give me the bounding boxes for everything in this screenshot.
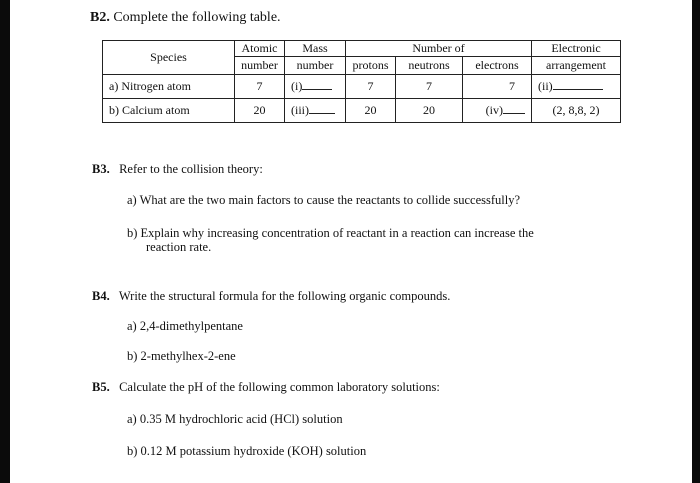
table-row [103,99,621,123]
electrons-label: (iv) [485,103,503,117]
b5-part-b: b) 0.12 M potassium hydroxide (KOH) solution [127,444,367,458]
answer-blank [503,113,525,114]
header-mass-1: Mass [285,41,346,57]
b5-part-a: a) 0.35 M hydrochloric acid (HCl) solution [127,412,343,426]
header-mass-2: number [285,57,346,75]
mass-label: (iii) [291,103,309,117]
b2-question [90,10,281,26]
neutrons-cell: 7 [396,75,463,99]
header-arrangement-1: Electronic [532,41,621,57]
worksheet-page [10,0,692,483]
header-arrangement-2: arrangement [532,57,621,75]
b2-text: Complete the following table. [113,10,281,25]
b3-part-a: a) What are the two main factors to cause the reactants to collide successfully? [127,193,521,207]
mass-cell [285,75,346,99]
electrons-cell: 7 [463,75,532,99]
electrons-cell [463,99,532,123]
table-header-row-1 [103,41,621,57]
protons-cell: 7 [346,75,396,99]
header-protons: protons [346,57,396,75]
arrangement-label: (ii) [538,79,553,93]
atomic-cell: 20 [235,99,285,123]
mass-label: (i) [291,79,303,93]
b5-text: Calculate the pH of the following common laboratory solutions: [119,380,440,394]
header-atomic-2: number [235,57,285,75]
header-atomic-1: Atomic [235,41,285,57]
header-number-of: Number of [346,41,532,57]
b3-text: Refer to the collision theory: [119,162,263,176]
b4-question [92,289,450,304]
b4-number: B4. [92,289,110,303]
b3-number: B3. [92,162,110,176]
header-species: Species [103,41,235,75]
answer-blank [553,89,603,90]
right-frame-edge [692,0,700,483]
arrangement-cell [532,75,621,99]
b4-part-b: b) 2-methylhex-2-ene [127,349,236,363]
neutrons-cell: 20 [396,99,463,123]
answer-blank [309,113,335,114]
b3-question [92,162,263,177]
mass-cell [285,99,346,123]
answer-blank [302,89,332,90]
table-row [103,75,621,99]
left-frame-edge [0,0,10,483]
b4-text: Write the structural formula for the following organic compounds. [118,289,451,303]
b5-number: B5. [92,380,110,394]
species-cell: b) Calcium atom [103,99,235,123]
b5-question [92,380,440,395]
b4-part-a: a) 2,4-dimethylpentane [127,319,243,333]
species-cell: a) Nitrogen atom [103,75,235,99]
atomic-cell: 7 [235,75,285,99]
protons-cell: 20 [346,99,396,123]
b3-part-b-line1: b) Explain why increasing concentration of reactant in a reaction can increase the [127,226,534,240]
b3-part-b-line2: reaction rate. [146,240,212,254]
species-table [102,40,621,123]
b2-number: B2. [90,10,110,25]
header-electrons: electrons [463,57,532,75]
arrangement-cell: (2, 8,8, 2) [532,99,621,123]
header-neutrons: neutrons [396,57,463,75]
